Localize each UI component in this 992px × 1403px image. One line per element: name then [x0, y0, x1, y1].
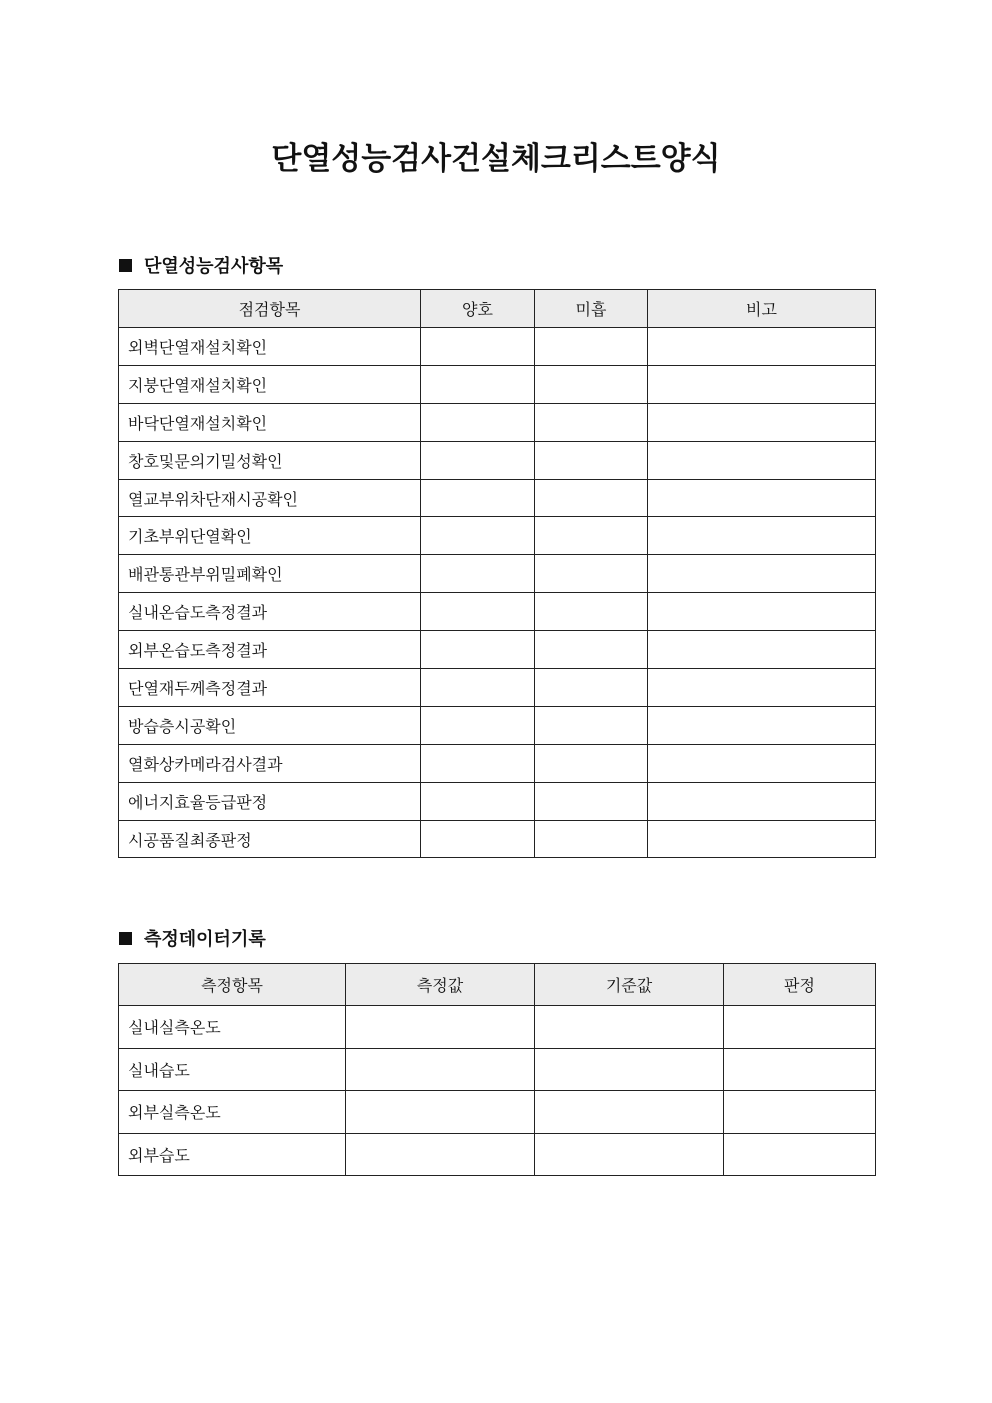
good-cell[interactable] [421, 706, 535, 744]
good-cell[interactable] [421, 820, 535, 858]
poor-cell[interactable] [535, 669, 648, 707]
good-cell[interactable] [421, 555, 535, 593]
table-row [119, 555, 876, 593]
table-row [119, 631, 876, 669]
good-cell[interactable] [421, 479, 535, 517]
good-cell[interactable] [421, 669, 535, 707]
remarks-cell[interactable] [648, 328, 876, 366]
judgement-cell[interactable] [724, 1133, 876, 1176]
row-label: 기초부위단열확인 [119, 517, 421, 555]
row-label: 방습층시공확인 [119, 706, 421, 744]
inspection-section-heading [119, 253, 283, 277]
row-label: 지붕단열재설치확인 [119, 365, 421, 403]
square-bullet-icon [119, 932, 132, 945]
measured-value-cell[interactable] [346, 1133, 535, 1176]
poor-cell[interactable] [535, 744, 648, 782]
row-label: 창호및문의기밀성확인 [119, 441, 421, 479]
table-row [119, 820, 876, 858]
remarks-cell[interactable] [648, 706, 876, 744]
good-cell[interactable] [421, 365, 535, 403]
table-row [119, 328, 876, 366]
poor-cell[interactable] [535, 328, 648, 366]
remarks-cell[interactable] [648, 403, 876, 441]
poor-cell[interactable] [535, 631, 648, 669]
remarks-cell[interactable] [648, 631, 876, 669]
judgement-cell[interactable] [724, 1091, 876, 1134]
judgement-cell[interactable] [724, 1006, 876, 1049]
remarks-cell[interactable] [648, 365, 876, 403]
standard-value-cell[interactable] [535, 1048, 724, 1091]
row-label: 바닥단열재설치확인 [119, 403, 421, 441]
poor-cell[interactable] [535, 403, 648, 441]
standard-value-cell[interactable] [535, 1006, 724, 1049]
measurement-table [118, 963, 876, 1176]
row-label: 외부온습도측정결과 [119, 631, 421, 669]
remarks-cell[interactable] [648, 820, 876, 858]
remarks-cell[interactable] [648, 517, 876, 555]
remarks-cell[interactable] [648, 669, 876, 707]
row-label: 에너지효율등급판정 [119, 782, 421, 820]
good-cell[interactable] [421, 441, 535, 479]
good-cell[interactable] [421, 328, 535, 366]
standard-value-cell[interactable] [535, 1133, 724, 1176]
table-row [119, 782, 876, 820]
row-label: 외벽단열재설치확인 [119, 328, 421, 366]
inspection-table [118, 289, 876, 858]
standard-value-cell[interactable] [535, 1091, 724, 1134]
row-label: 열화상카메라검사결과 [119, 744, 421, 782]
table-row [119, 1006, 876, 1049]
poor-cell[interactable] [535, 593, 648, 631]
good-cell[interactable] [421, 782, 535, 820]
remarks-cell[interactable] [648, 441, 876, 479]
remarks-cell[interactable] [648, 479, 876, 517]
row-label: 배관통관부위밀폐확인 [119, 555, 421, 593]
remarks-cell[interactable] [648, 593, 876, 631]
poor-cell[interactable] [535, 782, 648, 820]
remarks-cell[interactable] [648, 782, 876, 820]
column-header-measure-item: 측정항목 [119, 964, 346, 1006]
measured-value-cell[interactable] [346, 1006, 535, 1049]
poor-cell[interactable] [535, 517, 648, 555]
good-cell[interactable] [421, 631, 535, 669]
measured-value-cell[interactable] [346, 1091, 535, 1134]
inspection-heading-text: 단열성능검사항목 [144, 256, 284, 277]
table-row [119, 744, 876, 782]
poor-cell[interactable] [535, 441, 648, 479]
column-header-good: 양호 [421, 290, 535, 328]
table-row [119, 365, 876, 403]
judgement-cell[interactable] [724, 1048, 876, 1091]
table-row [119, 1048, 876, 1091]
inspection-header-row [119, 290, 876, 328]
poor-cell[interactable] [535, 820, 648, 858]
row-label: 단열재두께측정결과 [119, 669, 421, 707]
row-label: 열교부위차단재시공확인 [119, 479, 421, 517]
measurement-section-heading [119, 926, 266, 950]
column-header-standard-value: 기준값 [535, 964, 724, 1006]
row-label: 실내온습도측정결과 [119, 593, 421, 631]
page-title: 단열성능검사건설체크리스트양식 [271, 141, 721, 177]
remarks-cell[interactable] [648, 744, 876, 782]
measured-value-cell[interactable] [346, 1048, 535, 1091]
good-cell[interactable] [421, 593, 535, 631]
table-row [119, 403, 876, 441]
table-row [119, 669, 876, 707]
table-row [119, 517, 876, 555]
poor-cell[interactable] [535, 479, 648, 517]
table-row [119, 706, 876, 744]
column-header-remarks: 비고 [648, 290, 876, 328]
table-row [119, 593, 876, 631]
table-row [119, 1133, 876, 1176]
poor-cell[interactable] [535, 555, 648, 593]
table-row [119, 441, 876, 479]
table-row [119, 1091, 876, 1134]
column-header-judgement: 판정 [724, 964, 876, 1006]
table-row [119, 479, 876, 517]
measurement-header-row [119, 964, 876, 1006]
poor-cell[interactable] [535, 706, 648, 744]
column-header-measured-value: 측정값 [346, 964, 535, 1006]
remarks-cell[interactable] [648, 555, 876, 593]
row-label: 외부습도 [119, 1133, 346, 1176]
good-cell[interactable] [421, 517, 535, 555]
poor-cell[interactable] [535, 365, 648, 403]
good-cell[interactable] [421, 403, 535, 441]
column-header-poor: 미흡 [535, 290, 648, 328]
column-header-item: 점검항목 [119, 290, 421, 328]
good-cell[interactable] [421, 744, 535, 782]
row-label: 실내실측온도 [119, 1006, 346, 1049]
row-label: 시공품질최종판정 [119, 820, 421, 858]
measurement-heading-text: 측정데이터기록 [144, 929, 266, 950]
square-bullet-icon [119, 259, 132, 272]
row-label: 실내습도 [119, 1048, 346, 1091]
row-label: 외부실측온도 [119, 1091, 346, 1134]
